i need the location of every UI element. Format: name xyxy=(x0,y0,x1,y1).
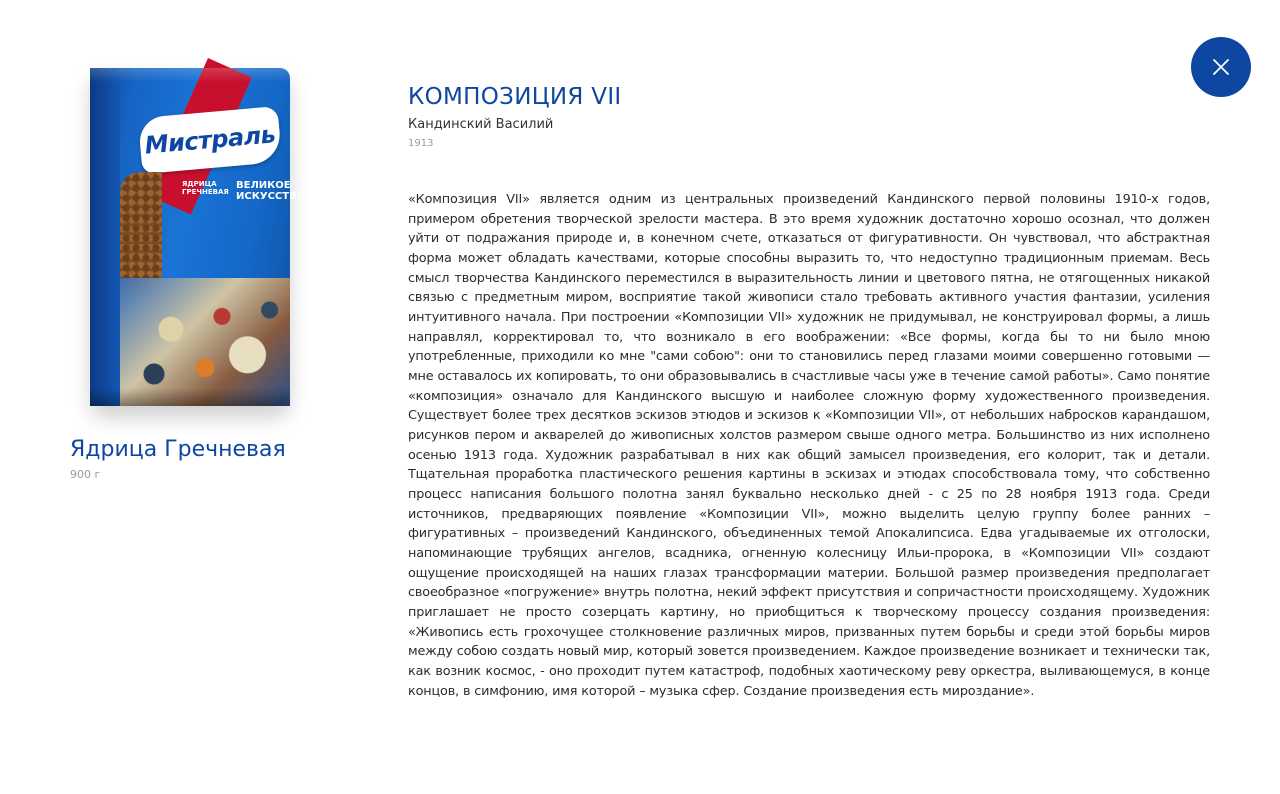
artwork-year: 1913 xyxy=(408,138,434,149)
product-name: Ядрица Гречневая xyxy=(70,437,286,462)
product-weight: 900 г xyxy=(70,468,101,481)
artwork-description: «Композиция VII» является одним из центральных произведений Кандинского первой половины 1910-х годов, примером обретения творческой зрелости мастера. В это время художник достаточно хорошо осознал, что должен уйти от подражания природе и, в конечном счете, отказаться от фигуративности. Он чувствовал, что абстрактная форма может обладать качествами, которые способны выразить то, что недоступно традиционным приемам. Весь смысл творчества Кандинского переместился в выразительность линии и цветового пятна, не отягощенных никакой связью с предметным миром, восприятие такой живописи стало требовать активного участия фантазии, усиления интуитивного начала. При построении «Композиции VII» художник не придумывал, не конструировал формы, а лишь направлял, корректировал то, что возникало в его воображении: «Все формы, когда бы то ни было мною употребленные, приходили ко мне "сами собою": они то становились перед глазами моими совершенно готовыми — мне оставалось их копировать, то они образовывались в счастливые часы уже в течение самой работы». Само понятие «композиция» означало для Кандинского высшую и наиболее сложную форму художественного произведения. Существует более трех десятков эскизов этюдов и эскизов к «Композиции VII», от небольших набросков карандашом, рисунков пером и акварелей до живописных холстов размером свыше одного метра. Большинство из них исполнено осенью 1913 года. Художник разрабатывал в них как общий замысел произведения, его колорит, так и детали. Тщательная проработка пластического решения картины в эскизах и этюдах способствовала тому, что собственно процесс написания большого полотна занял буквально несколько дней - с 25 по 28 ноября 1913 года. Среди источников, предваряющих появление «Композиции VII», можно выделить целую группу более ранних – фигуративных – произведений Кандинского, объединенных темой Апокалипсиса. Едва угадываемые их отголоски, напоминающие трубящих ангелов, всадника, огненную колесницу Ильи-пророка, в «Композиции VII» создают ощущение происходящей на наших глазах трансформации материи. Большой размер произведения предполагает своеобразное «погружение» внутрь полотна, некий эффект присутствия и сопричастности происходящему. Художник приглашает не просто созерцать картину, но приобщиться к творческому процессу создания произведения: «Живопись есть грохочущее столкновение различных миров, призванных путем борьбы и среди этой борьбы миров между собою создать новый мир, который зовется произведением. Каждое произведение возникает и технически так, как возник космос, - оно проходит путем катастроф, подобных хаотическому реву оркестра, выливающемуся, в конце концов, в симфонию, имя которой – музыка сфер. Создание произведения есть мироздание». xyxy=(408,192,1210,699)
package-series-label: ВЕЛИКОЕ ИСКУССТВО xyxy=(236,180,306,202)
artwork-article xyxy=(408,82,1210,701)
product-package xyxy=(90,68,306,406)
artwork-title: КОМПОЗИЦИЯ VII xyxy=(408,84,622,110)
package-bottom-band xyxy=(90,388,290,406)
close-icon xyxy=(1211,57,1231,77)
grain-window xyxy=(120,172,162,292)
product-image xyxy=(90,68,306,406)
brand-logo xyxy=(138,106,282,174)
package-product-label: ЯДРИЦА ГРЕЧНЕВАЯ xyxy=(182,180,229,196)
package-top-fold xyxy=(90,68,290,82)
package-side-strip xyxy=(90,68,120,406)
artwork-author: Кандинский Василий xyxy=(408,117,554,132)
package-artwork xyxy=(120,278,290,406)
brand-logo-text: Мистраль xyxy=(143,120,277,160)
